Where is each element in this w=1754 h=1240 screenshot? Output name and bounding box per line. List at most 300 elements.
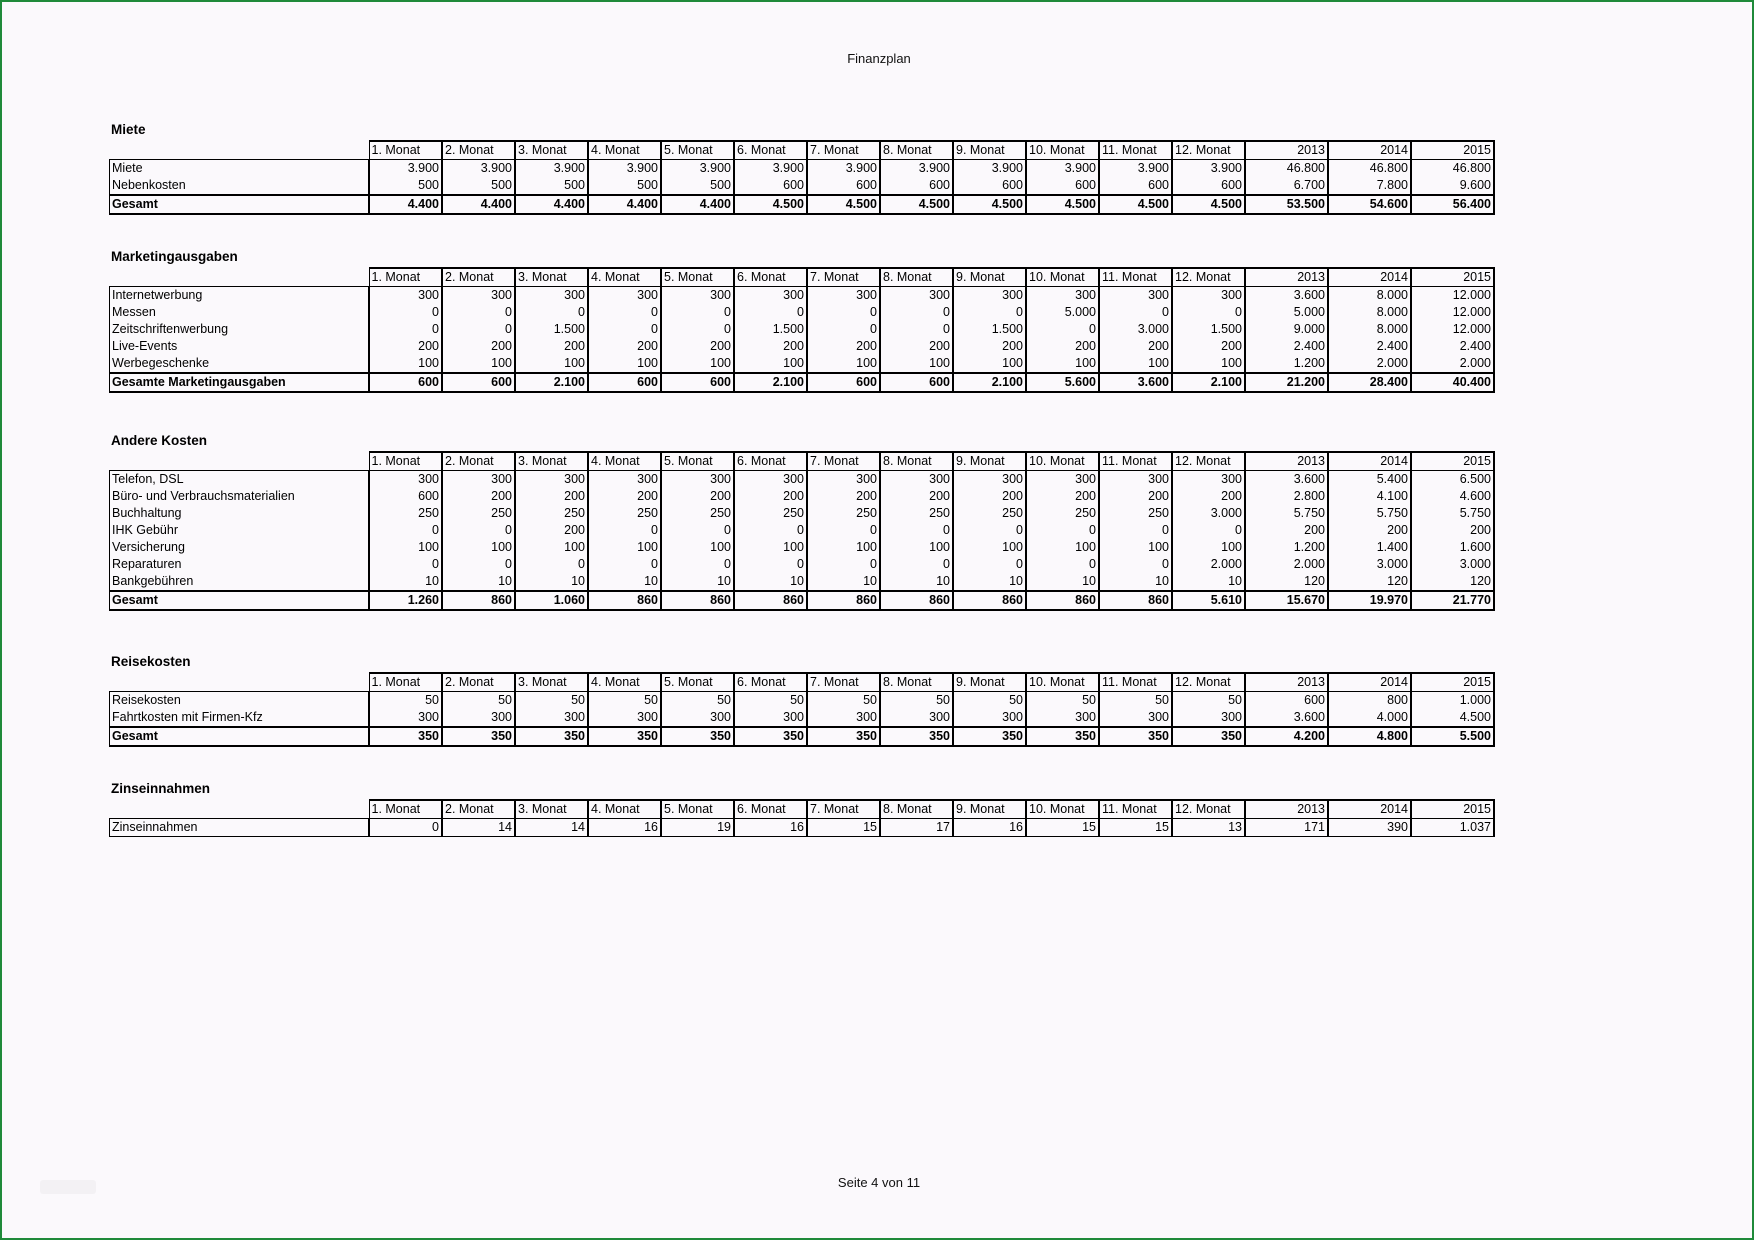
value-cell: 200	[1411, 522, 1494, 539]
value-cell: 300	[807, 471, 880, 489]
value-cell: 7.800	[1328, 177, 1411, 195]
value-cell: 100	[1172, 539, 1245, 556]
row-label: Versicherung	[110, 539, 370, 556]
value-cell: 200	[1099, 338, 1172, 355]
column-header: 2. Monat	[442, 141, 515, 160]
value-cell: 50	[588, 692, 661, 710]
value-cell: 3.600	[1245, 709, 1328, 727]
value-cell: 100	[442, 539, 515, 556]
total-value-cell: 4.400	[588, 195, 661, 214]
page-footer: Seite 4 von 11	[837, 1175, 921, 1190]
column-header: 2014	[1328, 452, 1411, 471]
section-4	[109, 779, 1495, 837]
total-value-cell: 2.100	[515, 373, 588, 392]
value-cell: 5.400	[1328, 471, 1411, 489]
value-cell: 16	[734, 819, 807, 837]
value-cell: 3.900	[515, 160, 588, 178]
column-header: 5. Monat	[661, 141, 734, 160]
total-value-cell: 600	[369, 373, 442, 392]
column-header: 5. Monat	[661, 452, 734, 471]
column-header: 11. Monat	[1099, 452, 1172, 471]
column-header: 10. Monat	[1026, 141, 1099, 160]
total-value-cell: 5.500	[1411, 727, 1494, 746]
value-cell: 50	[661, 692, 734, 710]
total-value-cell: 5.600	[1026, 373, 1099, 392]
total-row	[110, 591, 1495, 610]
finance-table	[109, 799, 1495, 837]
value-cell: 100	[588, 539, 661, 556]
value-cell: 200	[442, 338, 515, 355]
value-cell: 100	[734, 355, 807, 373]
value-cell: 50	[807, 692, 880, 710]
row-label: Nebenkosten	[110, 177, 370, 195]
value-cell: 0	[734, 522, 807, 539]
value-cell: 3.900	[880, 160, 953, 178]
total-value-cell: 5.610	[1172, 591, 1245, 610]
value-cell: 250	[880, 505, 953, 522]
total-value-cell: 56.400	[1411, 195, 1494, 214]
value-cell: 120	[1328, 573, 1411, 591]
value-cell: 4.000	[1328, 709, 1411, 727]
total-value-cell: 860	[661, 591, 734, 610]
row-label: Internetwerbung	[110, 287, 370, 305]
table-row	[110, 556, 1495, 573]
value-cell: 10	[515, 573, 588, 591]
value-cell: 250	[807, 505, 880, 522]
total-value-cell: 4.500	[1026, 195, 1099, 214]
value-cell: 200	[734, 488, 807, 505]
value-cell: 3.900	[1172, 160, 1245, 178]
value-cell: 300	[1172, 709, 1245, 727]
value-cell: 0	[953, 556, 1026, 573]
table-header-row	[110, 268, 1495, 287]
value-cell: 6.500	[1411, 471, 1494, 489]
column-header: 2015	[1411, 800, 1494, 819]
value-cell: 0	[369, 522, 442, 539]
value-cell: 14	[515, 819, 588, 837]
finance-table	[109, 140, 1495, 215]
value-cell: 17	[880, 819, 953, 837]
table-row	[110, 321, 1495, 338]
total-value-cell: 3.600	[1099, 373, 1172, 392]
value-cell: 500	[661, 177, 734, 195]
value-cell: 300	[369, 471, 442, 489]
value-cell: 50	[1099, 692, 1172, 710]
value-cell: 5.750	[1245, 505, 1328, 522]
finance-table	[109, 451, 1495, 611]
column-header: 10. Monat	[1026, 673, 1099, 692]
total-value-cell: 21.770	[1411, 591, 1494, 610]
column-header: 5. Monat	[661, 268, 734, 287]
value-cell: 0	[661, 304, 734, 321]
column-header: 2013	[1245, 452, 1328, 471]
value-cell: 8.000	[1328, 287, 1411, 305]
total-label: Gesamte Marketingausgaben	[110, 373, 370, 392]
section-title: Miete	[111, 122, 146, 137]
total-value-cell: 4.400	[442, 195, 515, 214]
value-cell: 200	[515, 488, 588, 505]
column-header: 2014	[1328, 673, 1411, 692]
total-label: Gesamt	[110, 727, 370, 746]
total-value-cell: 350	[1026, 727, 1099, 746]
total-value-cell: 600	[661, 373, 734, 392]
table-header-row	[110, 673, 1495, 692]
value-cell: 2.400	[1328, 338, 1411, 355]
value-cell: 100	[1099, 539, 1172, 556]
column-header: 3. Monat	[515, 673, 588, 692]
value-cell: 0	[1099, 304, 1172, 321]
value-cell: 100	[515, 539, 588, 556]
total-value-cell: 600	[588, 373, 661, 392]
section-0	[109, 120, 1495, 215]
column-header: 2013	[1245, 141, 1328, 160]
value-cell: 300	[1026, 709, 1099, 727]
value-cell: 100	[369, 355, 442, 373]
column-header: 8. Monat	[880, 141, 953, 160]
value-cell: 0	[442, 304, 515, 321]
value-cell: 300	[1172, 471, 1245, 489]
column-header: 2013	[1245, 268, 1328, 287]
value-cell: 14	[442, 819, 515, 837]
column-header: 8. Monat	[880, 268, 953, 287]
total-value-cell: 15.670	[1245, 591, 1328, 610]
value-cell: 0	[588, 304, 661, 321]
value-cell: 0	[880, 522, 953, 539]
value-cell: 1.037	[1411, 819, 1494, 837]
value-cell: 0	[734, 304, 807, 321]
value-cell: 600	[1099, 177, 1172, 195]
total-value-cell: 4.400	[661, 195, 734, 214]
value-cell: 300	[734, 709, 807, 727]
table-row	[110, 287, 1495, 305]
total-value-cell: 350	[1172, 727, 1245, 746]
value-cell: 4.500	[1411, 709, 1494, 727]
total-value-cell: 860	[880, 591, 953, 610]
column-header: 6. Monat	[734, 800, 807, 819]
value-cell: 200	[953, 338, 1026, 355]
value-cell: 100	[880, 355, 953, 373]
value-cell: 200	[807, 338, 880, 355]
total-value-cell: 4.200	[1245, 727, 1328, 746]
table-row	[110, 160, 1495, 178]
value-cell: 3.600	[1245, 287, 1328, 305]
total-value-cell: 860	[953, 591, 1026, 610]
value-cell: 300	[1026, 287, 1099, 305]
value-cell: 50	[880, 692, 953, 710]
value-cell: 15	[807, 819, 880, 837]
value-cell: 13	[1172, 819, 1245, 837]
row-label: Miete	[110, 160, 370, 178]
table-row	[110, 539, 1495, 556]
total-value-cell: 4.400	[515, 195, 588, 214]
table-row	[110, 355, 1495, 373]
column-header: 2. Monat	[442, 800, 515, 819]
column-header: 11. Monat	[1099, 800, 1172, 819]
value-cell: 3.900	[588, 160, 661, 178]
column-header: 3. Monat	[515, 452, 588, 471]
total-value-cell: 2.100	[1172, 373, 1245, 392]
value-cell: 250	[734, 505, 807, 522]
column-header: 2014	[1328, 800, 1411, 819]
value-cell: 16	[953, 819, 1026, 837]
value-cell: 0	[1026, 522, 1099, 539]
value-cell: 2.400	[1411, 338, 1494, 355]
value-cell: 300	[369, 287, 442, 305]
row-label: Telefon, DSL	[110, 471, 370, 489]
column-header: 8. Monat	[880, 673, 953, 692]
column-header: 9. Monat	[953, 268, 1026, 287]
row-label: Bankgebühren	[110, 573, 370, 591]
value-cell: 1.500	[953, 321, 1026, 338]
value-cell: 300	[369, 709, 442, 727]
value-cell: 300	[442, 471, 515, 489]
value-cell: 600	[1172, 177, 1245, 195]
value-cell: 10	[369, 573, 442, 591]
value-cell: 0	[661, 556, 734, 573]
value-cell: 250	[953, 505, 1026, 522]
column-header: 11. Monat	[1099, 673, 1172, 692]
value-cell: 120	[1411, 573, 1494, 591]
column-header: 10. Monat	[1026, 452, 1099, 471]
value-cell: 200	[515, 522, 588, 539]
value-cell: 0	[588, 522, 661, 539]
value-cell: 200	[369, 338, 442, 355]
value-cell: 100	[1172, 355, 1245, 373]
value-cell: 46.800	[1245, 160, 1328, 178]
total-value-cell: 860	[734, 591, 807, 610]
value-cell: 100	[807, 539, 880, 556]
value-cell: 100	[953, 539, 1026, 556]
value-cell: 300	[1026, 471, 1099, 489]
value-cell: 10	[661, 573, 734, 591]
column-header: 7. Monat	[807, 673, 880, 692]
value-cell: 0	[953, 304, 1026, 321]
table-row	[110, 573, 1495, 591]
value-cell: 1.500	[515, 321, 588, 338]
page-title: Finanzplan	[847, 51, 911, 66]
value-cell: 600	[369, 488, 442, 505]
value-cell: 0	[880, 304, 953, 321]
header-empty-cell	[110, 452, 370, 471]
value-cell: 300	[515, 709, 588, 727]
row-label: IHK Gebühr	[110, 522, 370, 539]
value-cell: 300	[442, 709, 515, 727]
value-cell: 5.000	[1245, 304, 1328, 321]
total-value-cell: 350	[369, 727, 442, 746]
value-cell: 200	[1172, 488, 1245, 505]
section-1	[109, 247, 1495, 393]
row-label: Zinseinnahmen	[110, 819, 370, 837]
value-cell: 600	[1026, 177, 1099, 195]
total-value-cell: 860	[1099, 591, 1172, 610]
table-row	[110, 177, 1495, 195]
column-header: 2015	[1411, 141, 1494, 160]
column-header: 4. Monat	[588, 800, 661, 819]
value-cell: 3.000	[1099, 321, 1172, 338]
section-title: Andere Kosten	[111, 433, 208, 448]
column-header: 6. Monat	[734, 141, 807, 160]
value-cell: 46.800	[1411, 160, 1494, 178]
value-cell: 5.000	[1026, 304, 1099, 321]
total-value-cell: 4.500	[1099, 195, 1172, 214]
value-cell: 200	[1026, 488, 1099, 505]
value-cell: 200	[588, 488, 661, 505]
value-cell: 0	[588, 556, 661, 573]
value-cell: 0	[369, 556, 442, 573]
column-header: 2015	[1411, 268, 1494, 287]
table-header-row	[110, 452, 1495, 471]
value-cell: 4.600	[1411, 488, 1494, 505]
column-header: 12. Monat	[1172, 673, 1245, 692]
value-cell: 9.000	[1245, 321, 1328, 338]
value-cell: 50	[1026, 692, 1099, 710]
total-value-cell: 860	[1026, 591, 1099, 610]
table-row	[110, 304, 1495, 321]
value-cell: 200	[588, 338, 661, 355]
value-cell: 3.000	[1328, 556, 1411, 573]
total-value-cell: 2.100	[953, 373, 1026, 392]
row-label: Büro- und Verbrauchsmaterialien	[110, 488, 370, 505]
value-cell: 100	[1099, 355, 1172, 373]
header-empty-cell	[110, 268, 370, 287]
value-cell: 5.750	[1411, 505, 1494, 522]
value-cell: 3.900	[807, 160, 880, 178]
header-empty-cell	[110, 673, 370, 692]
value-cell: 0	[953, 522, 1026, 539]
column-header: 4. Monat	[588, 452, 661, 471]
value-cell: 50	[369, 692, 442, 710]
value-cell: 3.900	[1026, 160, 1099, 178]
value-cell: 200	[953, 488, 1026, 505]
value-cell: 0	[369, 321, 442, 338]
section-title: Zinseinnahmen	[111, 781, 211, 796]
value-cell: 10	[734, 573, 807, 591]
value-cell: 3.000	[1172, 505, 1245, 522]
column-header: 1. Monat	[369, 673, 442, 692]
table-row	[110, 505, 1495, 522]
column-header: 12. Monat	[1172, 452, 1245, 471]
value-cell: 100	[734, 539, 807, 556]
value-cell: 250	[369, 505, 442, 522]
value-cell: 250	[515, 505, 588, 522]
value-cell: 0	[1172, 522, 1245, 539]
column-header: 2013	[1245, 800, 1328, 819]
total-value-cell: 1.060	[515, 591, 588, 610]
table-row	[110, 471, 1495, 489]
column-header: 8. Monat	[880, 452, 953, 471]
value-cell: 100	[515, 355, 588, 373]
value-cell: 16	[588, 819, 661, 837]
value-cell: 0	[1099, 556, 1172, 573]
total-row	[110, 373, 1495, 392]
column-header: 9. Monat	[953, 673, 1026, 692]
value-cell: 9.600	[1411, 177, 1494, 195]
total-label: Gesamt	[110, 591, 370, 610]
row-label: Live-Events	[110, 338, 370, 355]
value-cell: 2.800	[1245, 488, 1328, 505]
value-cell: 2.000	[1172, 556, 1245, 573]
total-value-cell: 350	[880, 727, 953, 746]
value-cell: 200	[734, 338, 807, 355]
value-cell: 200	[515, 338, 588, 355]
column-header: 3. Monat	[515, 800, 588, 819]
total-row	[110, 195, 1495, 214]
value-cell: 100	[588, 355, 661, 373]
total-row	[110, 727, 1495, 746]
section-title: Marketingausgaben	[111, 249, 238, 264]
column-header: 1. Monat	[369, 452, 442, 471]
value-cell: 0	[1099, 522, 1172, 539]
value-cell: 300	[588, 709, 661, 727]
value-cell: 200	[1026, 338, 1099, 355]
table-row	[110, 692, 1495, 710]
value-cell: 100	[880, 539, 953, 556]
value-cell: 600	[807, 177, 880, 195]
value-cell: 120	[1245, 573, 1328, 591]
column-header: 9. Monat	[953, 141, 1026, 160]
column-header: 4. Monat	[588, 673, 661, 692]
column-header: 2014	[1328, 141, 1411, 160]
value-cell: 300	[1099, 709, 1172, 727]
value-cell: 10	[953, 573, 1026, 591]
value-cell: 600	[880, 177, 953, 195]
value-cell: 50	[1172, 692, 1245, 710]
value-cell: 250	[442, 505, 515, 522]
table-header-row	[110, 800, 1495, 819]
value-cell: 250	[661, 505, 734, 522]
value-cell: 100	[1026, 539, 1099, 556]
value-cell: 1.000	[1411, 692, 1494, 710]
value-cell: 100	[442, 355, 515, 373]
value-cell: 200	[880, 338, 953, 355]
table-row	[110, 488, 1495, 505]
column-header: 2. Monat	[442, 452, 515, 471]
column-header: 2013	[1245, 673, 1328, 692]
header-empty-cell	[110, 800, 370, 819]
value-cell: 300	[515, 471, 588, 489]
column-header: 3. Monat	[515, 268, 588, 287]
value-cell: 300	[880, 287, 953, 305]
value-cell: 250	[588, 505, 661, 522]
column-header: 1. Monat	[369, 141, 442, 160]
value-cell: 300	[515, 287, 588, 305]
value-cell: 3.900	[953, 160, 1026, 178]
value-cell: 300	[734, 471, 807, 489]
value-cell: 2.000	[1328, 355, 1411, 373]
total-value-cell: 350	[953, 727, 1026, 746]
total-value-cell: 350	[442, 727, 515, 746]
value-cell: 100	[661, 355, 734, 373]
column-header: 2. Monat	[442, 268, 515, 287]
table-row	[110, 338, 1495, 355]
section-title: Reisekosten	[111, 654, 191, 669]
value-cell: 300	[734, 287, 807, 305]
value-cell: 0	[807, 321, 880, 338]
value-cell: 10	[588, 573, 661, 591]
value-cell: 0	[369, 304, 442, 321]
column-header: 2015	[1411, 452, 1494, 471]
value-cell: 500	[515, 177, 588, 195]
value-cell: 800	[1328, 692, 1411, 710]
value-cell: 8.000	[1328, 304, 1411, 321]
column-header: 6. Monat	[734, 673, 807, 692]
value-cell: 200	[1245, 522, 1328, 539]
column-header: 12. Monat	[1172, 141, 1245, 160]
value-cell: 1.200	[1245, 539, 1328, 556]
value-cell: 0	[807, 304, 880, 321]
value-cell: 19	[661, 819, 734, 837]
value-cell: 3.900	[369, 160, 442, 178]
